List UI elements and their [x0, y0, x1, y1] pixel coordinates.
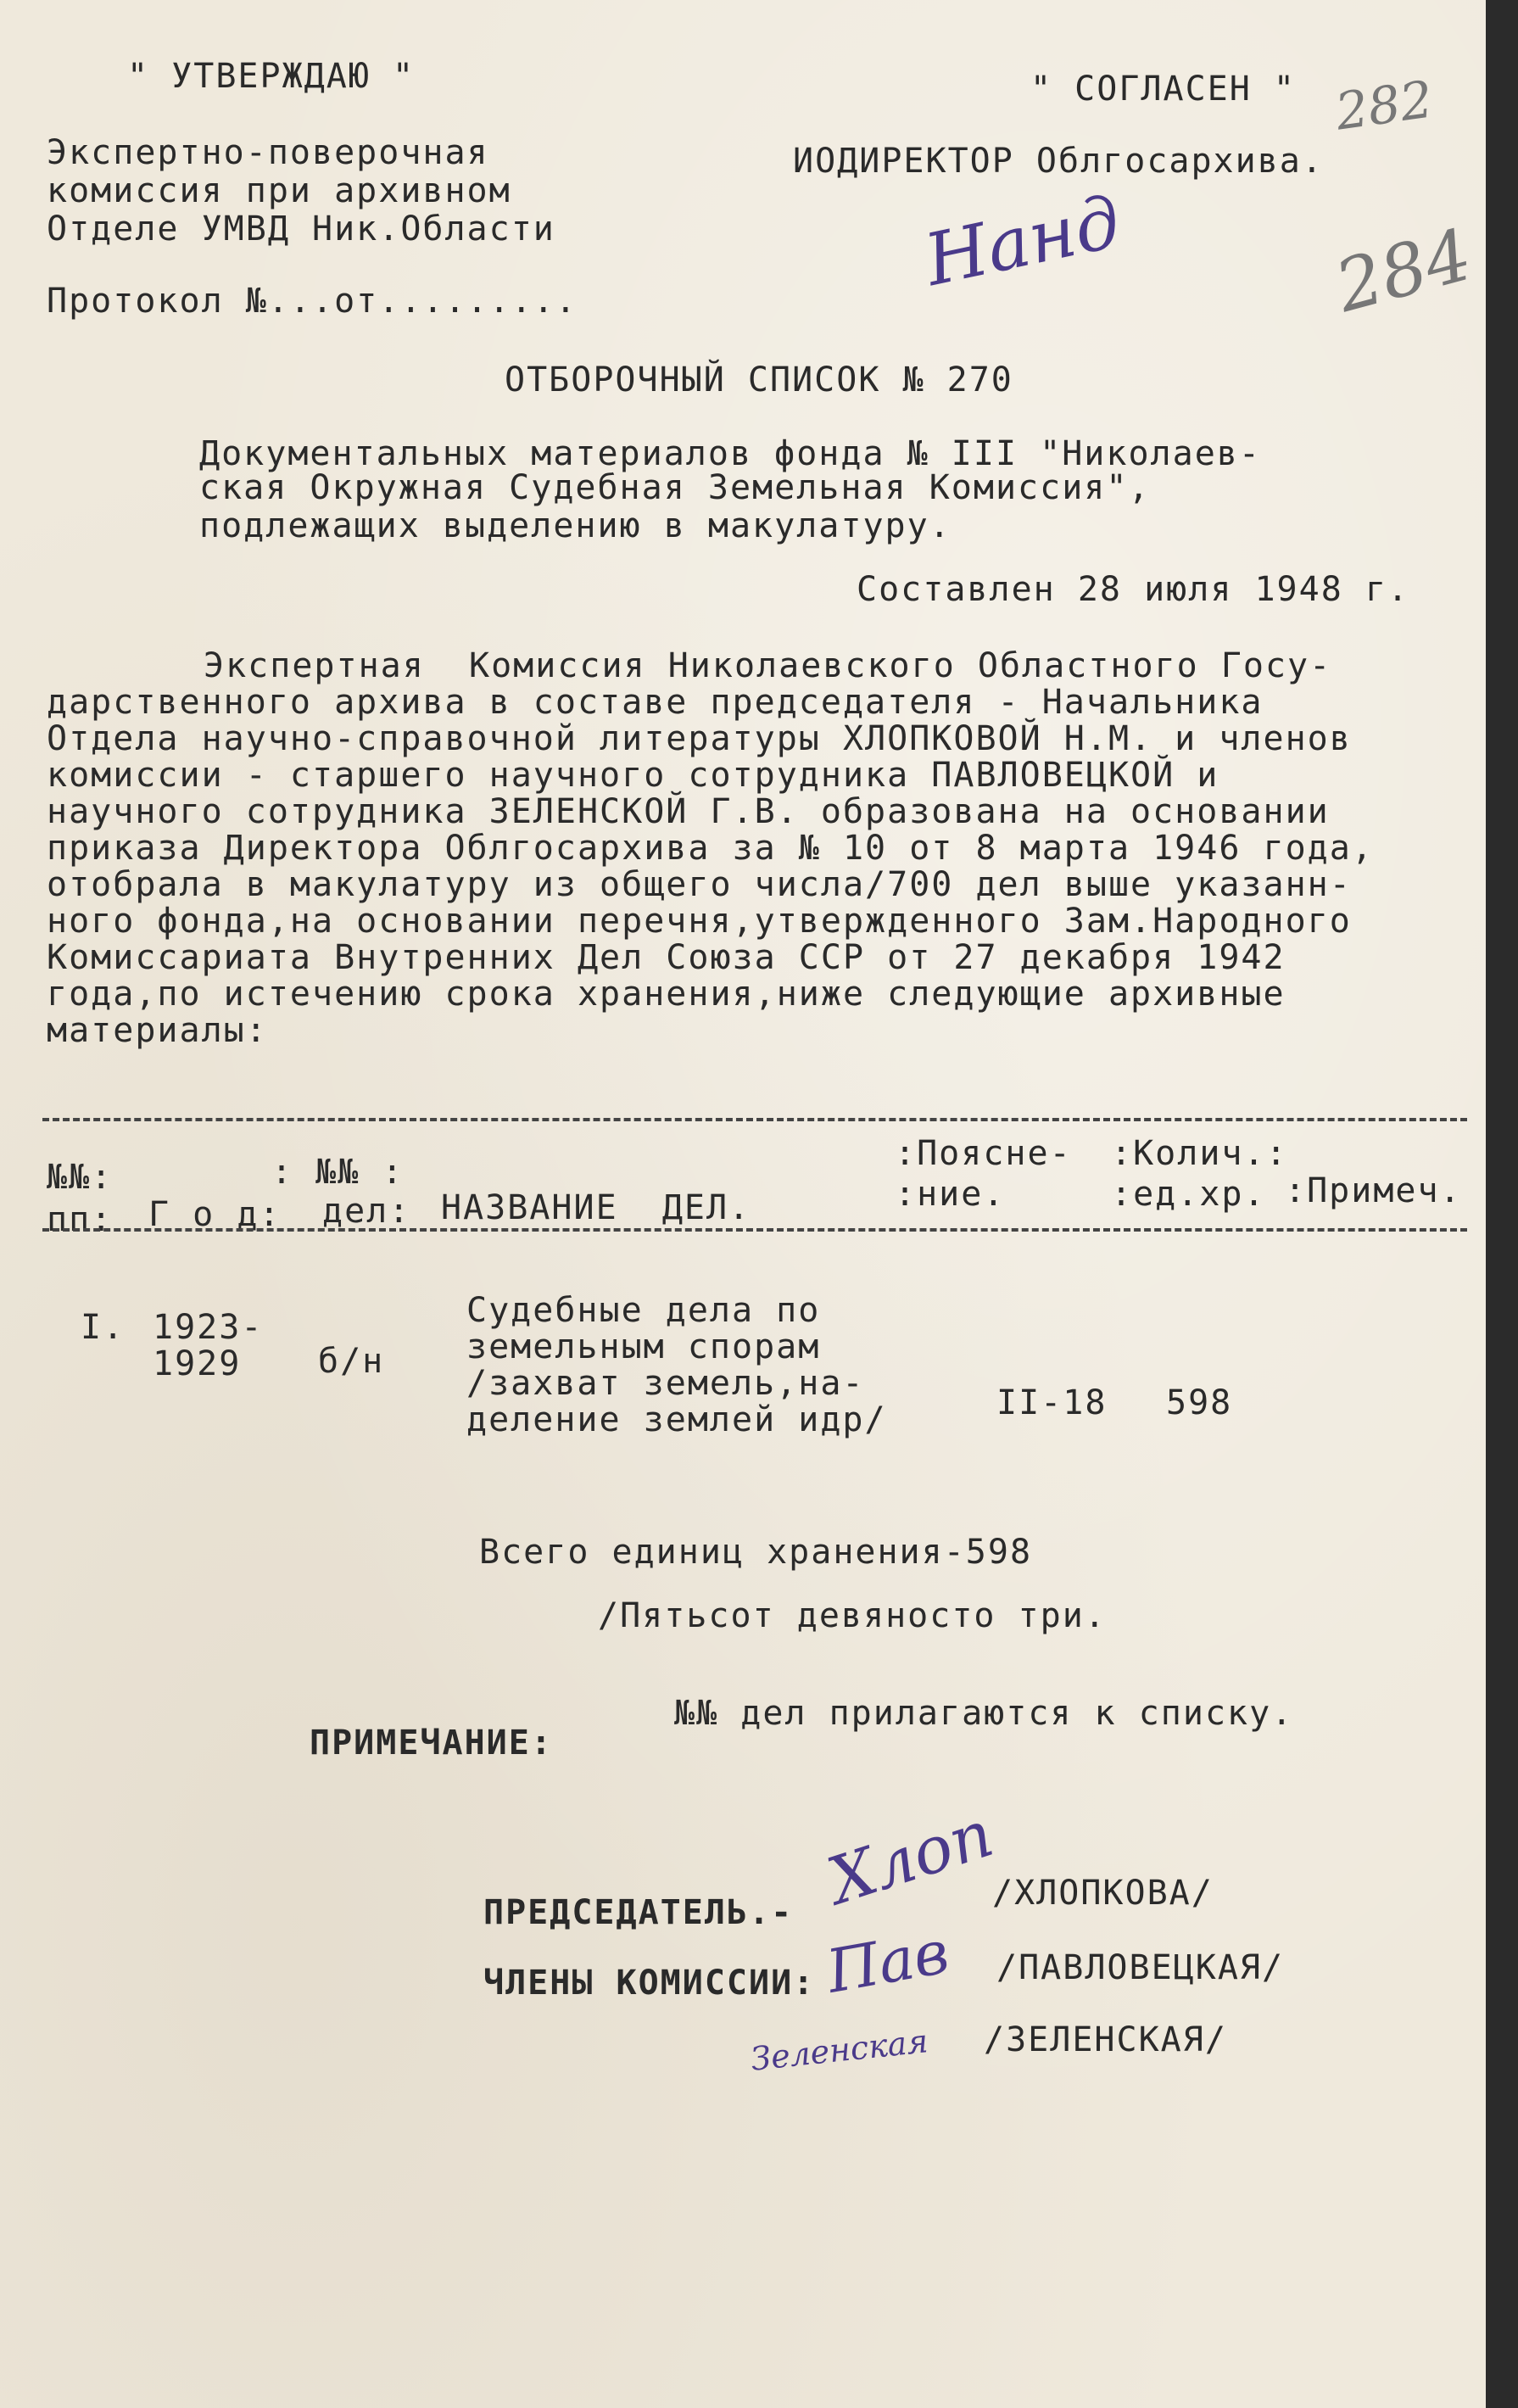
pencil-page-number: 284 — [1327, 212, 1481, 329]
body-line-6: приказа Директора Облгосархива за № 10 от 8 марта 1946 года, — [47, 829, 1374, 868]
compiled-date: Составлен 28 июля 1948 г. — [857, 570, 1410, 609]
header-explanation-1: :Поясне- — [895, 1134, 1072, 1173]
body-line-8: ного фонда,на основании перечня,утвержденного Зам.Народного — [47, 902, 1352, 941]
row-title-line-3: /захват земель,на- — [466, 1364, 865, 1403]
subtitle-line-2: ская Окружная Судебная Земельная Комиссия", — [199, 468, 1151, 507]
header-quantity-2: :ед.хр. — [1111, 1175, 1266, 1214]
document-title: ОТБОРОЧНЫЙ СПИСОК № 270 — [505, 360, 1013, 399]
commission-line-3: Отделе УМВД Ник.Области — [47, 210, 555, 249]
director-signature: Нанд — [918, 179, 1128, 303]
scan-edge — [1486, 0, 1518, 2408]
row-title-line-1: Судебные дела по — [466, 1291, 821, 1330]
commission-line-1: Экспертно-поверочная — [47, 133, 489, 172]
subtitle-line-1: Документальных материалов фонда № III "Николаев- — [199, 434, 1261, 473]
body-line-4: комиссии - старшего научного сотрудника ПАВЛОВЕЦКОЙ и — [47, 756, 1219, 795]
body-line-2: дарственного архива в составе председателя - Начальника — [47, 683, 1264, 722]
total-units: Всего единиц хранения-598 — [479, 1533, 1033, 1572]
body-line-9: Комиссариата Внутренних Дел Союза ССР от 27 декабря 1942 — [47, 938, 1286, 977]
total-words: /Пятьсот девяносто три. — [598, 1596, 1107, 1635]
member2-signature: Зеленская — [749, 2022, 930, 2078]
header-explanation-2: :ние. — [895, 1175, 1006, 1214]
row-quantity: 598 — [1166, 1383, 1233, 1422]
pencil-folio-number: 282 — [1331, 70, 1437, 142]
row-title-line-4: деление землей идр/ — [466, 1400, 887, 1439]
member1-signature: Пав — [821, 1917, 954, 2007]
chair-name: /ХЛОПКОВА/ — [992, 1874, 1214, 1913]
subtitle-line-3: подлежащих выделению в макулатуру. — [199, 506, 952, 545]
protocol-line: Протокол №...от......... — [47, 282, 578, 321]
row-title-line-2: земельным спорам — [466, 1327, 821, 1366]
row-year-end: 1929 — [153, 1344, 242, 1383]
note-text: №№ дел прилагаются к списку. — [674, 1694, 1294, 1733]
row-case-number: б/н — [318, 1342, 385, 1381]
header-quantity-1: :Колич.: — [1111, 1134, 1288, 1173]
row-number: I. — [81, 1308, 126, 1347]
row-explanation: II-18 — [996, 1383, 1108, 1422]
members-label: ЧЛЕНЫ КОМИССИИ: — [483, 1964, 816, 2003]
note-label: ПРИМЕЧАНИЕ: — [310, 1724, 553, 1763]
member2-name: /ЗЕЛЕНСКАЯ/ — [984, 2020, 1227, 2059]
header-case-num-1: : №№ : — [271, 1153, 405, 1192]
header-note: :Примеч. — [1285, 1171, 1462, 1210]
chair-label: ПРЕДСЕДАТЕЛЬ.- — [483, 1893, 794, 1932]
chair-signature: Хлоп — [819, 1795, 1002, 1919]
body-line-1: Экспертная Комиссия Николаевского Областного Госу- — [204, 646, 1332, 685]
commission-line-2: комиссия при архивном — [47, 171, 511, 210]
body-line-11: материалы: — [47, 1011, 268, 1050]
director-line: ИОДИРЕКТОР Облгосархива. — [793, 142, 1324, 181]
header-year: Г о д: — [148, 1195, 282, 1234]
header-case: дел: — [322, 1192, 411, 1231]
row-year-start: 1923- — [153, 1308, 264, 1347]
header-num-2: пп: — [47, 1200, 114, 1239]
body-line-10: года,по истечению срока хранения,ниже следующие архивные — [47, 975, 1286, 1014]
body-line-3: Отдела научно-справочной литературы ХЛОПКОВОЙ Н.М. и членов — [47, 719, 1352, 758]
approve-label: " УТВЕРЖДАЮ " — [127, 57, 416, 96]
member1-name: /ПАВЛОВЕЦКАЯ/ — [996, 1948, 1285, 1987]
table-top-rule — [42, 1118, 1467, 1121]
header-underline — [42, 1228, 1467, 1232]
header-num-1: №№: — [47, 1158, 114, 1197]
agree-label: " СОГЛАСЕН " — [1030, 70, 1296, 109]
body-line-7: отобрала в макулатуру из общего числа/700 дел выше указанн- — [47, 865, 1352, 904]
body-line-5: научного сотрудника ЗЕЛЕНСКОЙ Г.В. образована на основании — [47, 792, 1330, 831]
header-title: НАЗВАНИЕ ДЕЛ. — [441, 1188, 751, 1227]
